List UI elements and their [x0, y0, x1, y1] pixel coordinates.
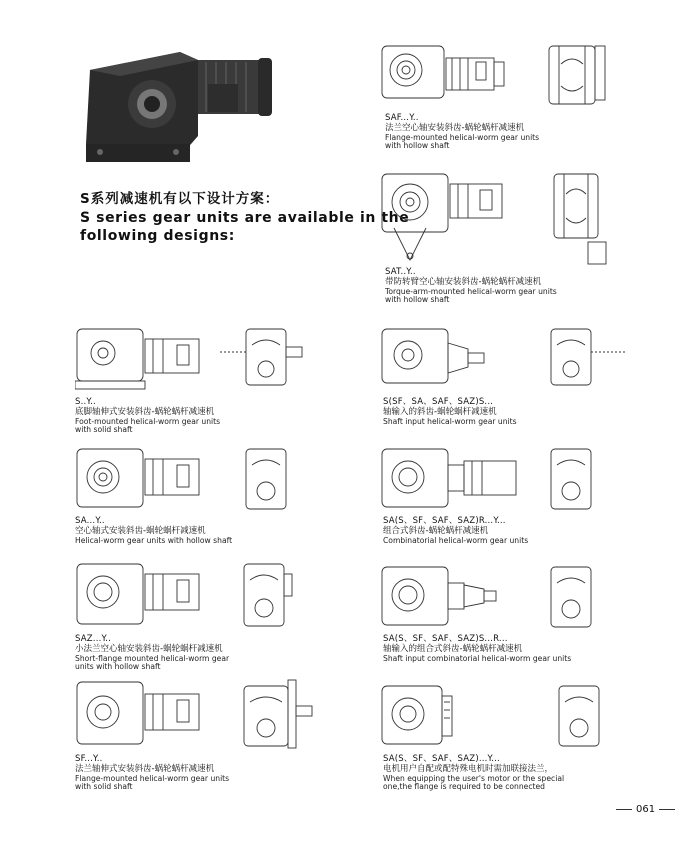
- drawing-saz-side: [238, 560, 300, 632]
- page-number-rule-right: [659, 809, 675, 810]
- drawing-shaft-input-side: [545, 325, 635, 393]
- drawing-s-side: [220, 325, 320, 393]
- drawing-saf-side: [543, 42, 613, 108]
- caption-saz: SAZ...Y.. 小法兰空心轴安装斜齿-蜗轮蜗杆减速机 Short-flange mounted helical-worm gear units with hollow shaft: [75, 634, 230, 672]
- drawing-sa-side: [240, 445, 300, 513]
- drawing-saf-front: [380, 42, 520, 102]
- heading-en: S series gear units are available in the following designs:: [80, 209, 410, 244]
- caption-combinatorial: SA(S、SF、SAF、SAZ)R...Y... 组合式斜齿-蜗轮蜗杆减速机 Combinatorial helical-worm gear units: [383, 516, 529, 545]
- intro-heading: [80, 191, 409, 245]
- drawing-shaft-input-front: [380, 325, 500, 393]
- drawing-combinatorial-side: [545, 445, 605, 513]
- caption-shaft-input: S(SF、SA、SAF、SAZ)S... 轴输入的斜齿-蜗轮蜗杆减速机 Shaft input helical-worm gear units: [383, 397, 517, 426]
- drawing-s-front: [75, 325, 215, 393]
- drawing-sf-front: [75, 678, 215, 752]
- drawing-sat-side: [548, 170, 612, 270]
- drawing-user-motor-side: [555, 682, 609, 750]
- drawing-user-motor-front: [380, 682, 470, 750]
- caption-shaft-combinatorial: SA(S、SF、SAF、SAZ)S...R... 轴输入的组合式斜齿-蜗轮蜗杆减速机 Shaft input combinatorial helical-worm gear units: [383, 634, 572, 663]
- page-number: [612, 804, 679, 815]
- caption-sa: SA...Y.. 空心轴式安装斜齿-蜗轮蜗杆减速机 Helical-worm gear units with hollow shaft: [75, 516, 233, 545]
- drawing-sf-side: [238, 678, 320, 752]
- caption-s: S..Y.. 底脚轴伸式安装斜齿-蜗轮蜗杆减速机 Foot-mounted helical-worm gear units with solid shaft: [75, 397, 221, 435]
- product-photo: [80, 40, 280, 170]
- caption-saf: SAF...Y.. 法兰空心轴安装斜齿-蜗轮蜗杆减速机 Flange-mounted helical-worm gear units with hollow shaft: [385, 113, 540, 151]
- caption-sat: SAT..Y.. 带防转臂空心轴安装斜齿-蜗轮蜗杆减速机 Torque-arm-mounted helical-worm gear units with hollow shaft: [385, 267, 557, 305]
- drawing-sa-front: [75, 445, 215, 513]
- heading-zh: S系列减速机有以下设计方案：: [80, 191, 280, 207]
- drawing-combinatorial-front: [380, 445, 530, 513]
- drawing-sat-front: [380, 170, 530, 266]
- drawing-shaft-combinatorial-side: [545, 563, 605, 631]
- drawing-saz-front: [75, 560, 215, 632]
- page-number-rule-left: [616, 809, 632, 810]
- caption-user-motor: SA(S、SF、SAF、SAZ)...Y... 电机用户自配或配特殊电机时需加联接法兰， When equipping the user's motor or the special one,the flange is required to be connected: [383, 754, 565, 792]
- drawing-shaft-combinatorial-front: [380, 563, 520, 631]
- page-number-text: 061: [636, 804, 656, 815]
- caption-sf: SF...Y.. 法兰轴伸式安装斜齿-蜗轮蜗杆减速机 Flange-mounted helical-worm gear units with solid shaft: [75, 754, 230, 792]
